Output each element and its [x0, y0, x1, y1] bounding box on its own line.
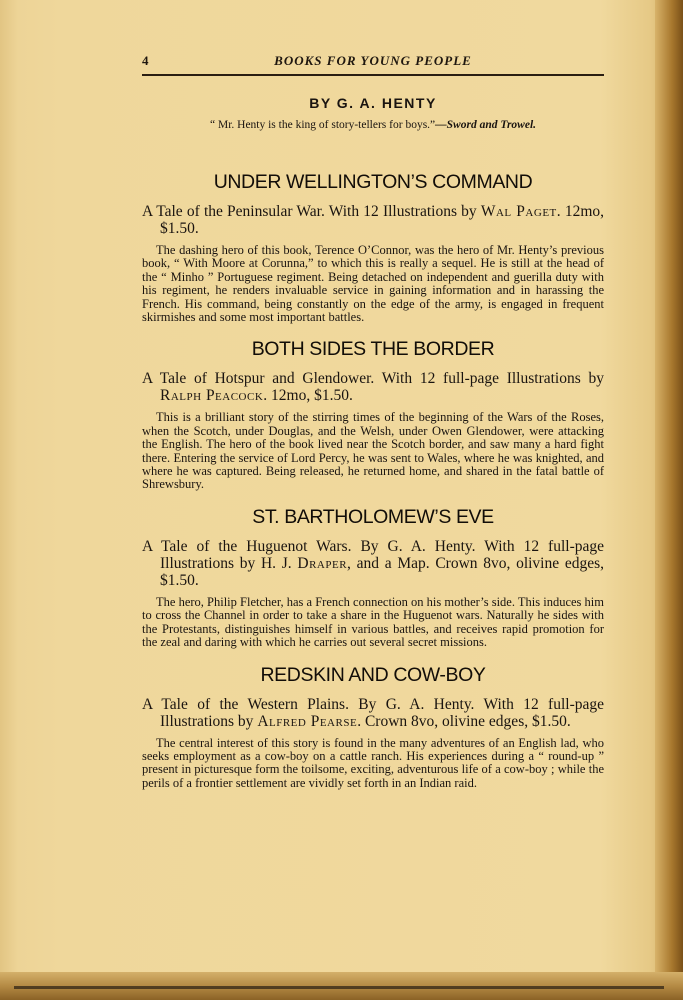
book-title: BOTH SIDES THE BORDER [251, 338, 495, 361]
book-subtitle-text: A Tale of Hotspur and Glendower. With 12 full-page Illustrations by [142, 370, 604, 388]
page-content [142, 50, 604, 790]
book-illustrator: Alfred Pearse [257, 712, 358, 730]
book-illustrator: Wal Paget [480, 203, 557, 220]
book-description: The dashing hero of this book, Terence O’Connor, was the hero of Mr. Henty’s previous book, “ With Moore at Corunna,” to which this is really a sequel. He is still at the head of the “ Minho ” Portuguese regiment. Being detached on independent and guerilla duty with his regiment, he renders invaluable service in gaining information and in harassing the French. His command, being constantly on the edge of the army, is engaged in frequent skirmishes and some most important battles. [142, 243, 604, 325]
book-price: , and a Map. Crown 8vo, olivine edges, $1.50. [160, 554, 604, 589]
page-binding-edge [655, 0, 683, 1000]
book-price: . Crown 8vo, olivine edges, $1.50. [357, 712, 571, 730]
running-title: BOOKS FOR YOUNG PEOPLE [274, 53, 472, 68]
book-subtitle-text: A Tale of the Western Plains. By G. A. Henty. With 12 full-page Illustrations by [142, 695, 604, 730]
book-subtitle-text: A Tale of the Peninsular War. With 12 Illustrations by [142, 203, 481, 220]
book-description: The hero, Philip Fletcher, has a French connection on his mother’s side. This induces him to cross the Channel in order to take a share in the Huguenot wars. Naturally he sides with the Protestants, distinguishes himself in various battles, and receives rapid promotion for the zeal and daring with which he carries out several secret missions. [142, 594, 604, 650]
page-number: 4 [142, 53, 150, 68]
book-illustrator: Draper [297, 554, 348, 572]
book-entry [142, 664, 604, 791]
book-entry [142, 338, 604, 491]
running-head [142, 50, 604, 72]
author-line: BY G. A. HENTY [309, 95, 437, 111]
book-description: The central interest of this story is found in the many adventures of an English lad, who seeks employment as a cow-boy on a cattle ranch. His experiences during a “ round-up ” present in picturesque form the toilsome, exciting, adventurous life of a cow-boy ; while the perils of a frontier settlement are vividly set forth in an Indian raid. [142, 735, 604, 790]
quote-text: “ Mr. Henty is the king of story-tellers for boys.” [209, 119, 436, 131]
book-entry [142, 506, 604, 650]
header-rule [142, 74, 604, 76]
book-subtitle [142, 696, 604, 730]
book-title: ST. BARTHOLOMEW’S EVE [252, 505, 494, 528]
book-price: . 12mo, $1.50. [263, 387, 353, 405]
book-subtitle-text: A Tale of the Huguenot Wars. By G. A. Henty. With 12 full-page Illustrations by H. J. [142, 537, 604, 572]
book-subtitle [142, 203, 604, 237]
book-illustrator: Ralph Peacock [160, 387, 264, 405]
book-title: UNDER WELLINGTON’S COMMAND [213, 171, 533, 193]
book-subtitle [142, 538, 604, 589]
bottom-rule [14, 986, 664, 989]
book-price: . 12mo, $1.50. [160, 203, 604, 237]
quote-source: —Sword and Trowel. [435, 119, 537, 131]
book-description: This is a brilliant story of the stirring times of the beginning of the Wars of the Roses, when the Scotch, under Douglas, and the Welsh, under Owen Glendower, were attacking the English. The hero of the book lived near the Scotch border, and saw many a hard fight there. Entering the service of Lord Percy, he was sent to Wales, where he was knighted, and where he was captured. Being released, he returned home, and shared in the fatal battle of Shrewsbury. [142, 410, 604, 492]
book-entry [142, 171, 604, 324]
quote [142, 119, 604, 131]
book-title: REDSKIN AND COW-BOY [260, 663, 486, 686]
book-subtitle [142, 370, 604, 404]
